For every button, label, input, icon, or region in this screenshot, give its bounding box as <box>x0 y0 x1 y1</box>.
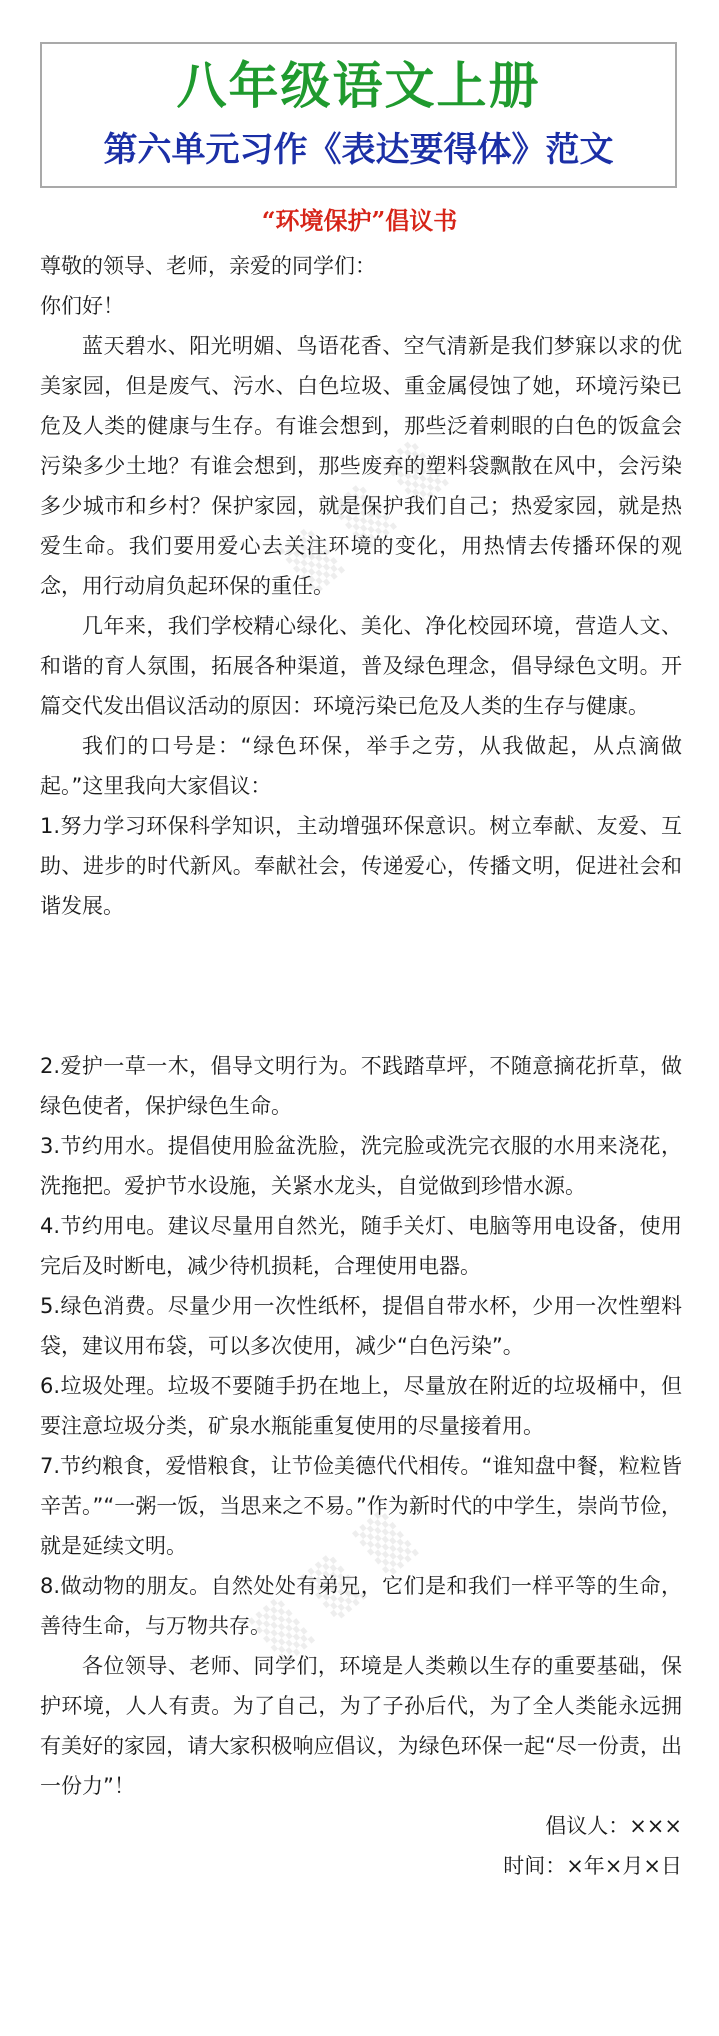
closing-paragraph: 各位领导、老师、同学们，环境是人类赖以生存的重要基础，保护环境，人人有责。为了自己，为了子孙后代，为了全人类能永远拥有美好的家园，请大家积极响应倡议，为绿色环保一起“尽一份责，出一份力”！ <box>40 1654 682 1798</box>
paragraph: 我们的口号是：“绿色环保，举手之劳，从我做起，从点滴做起。”这里我向大家倡议： <box>40 734 682 798</box>
signer: 倡议人：××× <box>545 1814 682 1838</box>
hello: 你们好！ <box>40 294 124 318</box>
proposal-item: 4.节约用电。建议尽量用自然光，随手关灯、电脑等用电设备，使用完后及时断电，减少待机损耗，合理使用电器。 <box>40 1214 682 1278</box>
proposal-item: 1.努力学习环保科学知识，主动增强环保意识。树立奉献、友爱、互助、进步的时代新风。奉献社会，传递爱心，传播文明，促进社会和谐发展。 <box>40 814 682 918</box>
proposal-item: 7.节约粮食，爱惜粮食，让节俭美德代代相传。“谁知盘中餐，粒粒皆辛苦。”“一粥一饭，当思来之不易。”作为新时代的中学生，崇尚节俭，就是延续文明。 <box>40 1454 682 1558</box>
proposal-item: 8.做动物的朋友。自然处处有弟兄，它们是和我们一样平等的生命，善待生命，与万物共存。 <box>40 1574 682 1638</box>
main-title: 八年级语文上册 <box>176 57 541 115</box>
watermark-decoration: ▒ ▒ ▒ <box>278 434 454 596</box>
header-box <box>40 42 677 188</box>
proposal-item: 5.绿色消费。尽量少用一次性纸杯，提倡自带水杯，少用一次性塑料袋，建议用布袋，可以多次使用，减少“白色污染”。 <box>40 1294 682 1358</box>
proposal-item: 6.垃圾处理。垃圾不要随手扔在地上，尽量放在附近的垃圾桶中，但要注意垃圾分类，矿泉水瓶能重复使用的尽量接着用。 <box>40 1374 682 1438</box>
paragraph: 蓝天碧水、阳光明媚、鸟语花香、空气清新是我们梦寐以求的优美家园，但是废气、污水、白色垃圾、重金属侵蚀了她，环境污染已危及人类的健康与生存。有谁会想到，那些泛着刺眼的白色的饭盒会污染多少土地？有谁会想到，那些废弃的塑料袋飘散在风中，会污染多少城市和乡村？保护家园，就是保护我们自己；热爱家园，就是热爱生命。我们要用爱心去关注环境的变化，用热情去传播环保的观念，用行动肩负起环保的重任。 <box>40 334 682 598</box>
proposal-item: 2.爱护一草一木，倡导文明行为。不践踏草坪，不随意摘花折草，做绿色使者，保护绿色生命。 <box>40 1054 682 1118</box>
greeting: 尊敬的领导、老师，亲爱的同学们： <box>40 254 376 278</box>
blank-gap <box>40 926 682 1046</box>
date: 时间：×年×月×日 <box>503 1854 682 1878</box>
essay-title: “环境保护”倡议书 <box>261 206 458 235</box>
essay-body <box>40 246 682 1886</box>
paragraph: 几年来，我们学校精心绿化、美化、净化校园环境，营造人文、和谐的育人氛围，拓展各种渠道，普及绿色理念，倡导绿色文明。开篇交代发出倡议活动的原因：环境污染已危及人类的生存与健康。 <box>40 614 682 718</box>
proposal-item: 3.节约用水。提倡使用脸盆洗脸，洗完脸或洗完衣服的水用来浇花，洗拖把。爱护节水设施，关紧水龙头，自觉做到珍惜水源。 <box>40 1134 682 1198</box>
watermark-decoration: ▒ ▒ ▒ <box>248 1504 424 1666</box>
sub-title: 第六单元习作《表达要得体》范文 <box>103 130 614 170</box>
